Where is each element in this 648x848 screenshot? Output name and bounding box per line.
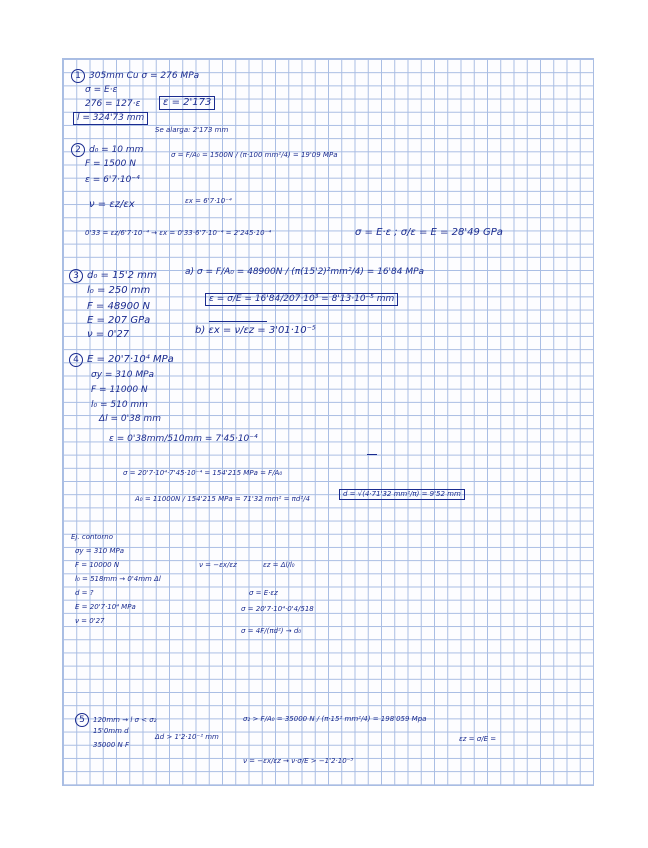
p4-area: A₀ = 11000N / 154'215 MPa = 71'32 mm² = πd²/4 <box>135 495 310 503</box>
p5-line1: 5 120mm → l σ < σ₂ <box>75 713 156 727</box>
p3-part-a: a) σ = F/A₀ = 48900N / (π(15'2)²mm²/4) = 16'84 MPa <box>185 267 425 277</box>
p4-line2: σy = 310 MPa <box>91 370 155 380</box>
ej-line5: E = 20'7·10⁴ MPa <box>75 603 136 611</box>
p3-part-b: b) εx = ν/εz = 3'01·10⁻⁵ <box>195 325 316 336</box>
p5-line2: 15'0mm d <box>93 727 129 735</box>
p2-stress-formula: σ = F/A₀ = 1500N / (π·100 mm²/4) = 19'09 MPa <box>171 151 338 159</box>
p2-line1: 2 d₀ = 10 mm <box>71 143 143 157</box>
p1-line2: σ = E·ε <box>85 85 118 95</box>
ej-ez: εz = Δl/l₀ <box>263 561 295 569</box>
p1-number: 1 <box>71 69 85 83</box>
p2-line3: ε = 6'7·10⁻⁴ <box>85 175 140 185</box>
p5-poisson: ν = −εx/εz → ν·σ/E > −1'2·10⁻³ <box>243 757 354 765</box>
p3-line2: l₀ = 250 mm <box>87 285 151 296</box>
ej-calc2: σ = 20'7·10⁴·0'4/518 <box>241 605 314 613</box>
p3-number: 3 <box>69 269 83 283</box>
p5-line3: 35000 N F <box>93 741 129 749</box>
p3-line3: F = 48900 N <box>87 301 150 312</box>
ej-line4: d = ? <box>75 589 94 597</box>
p1-line1: 1 305mm Cu σ = 276 MPa <box>71 69 199 83</box>
p3-line4: E = 207 GPa <box>87 315 151 326</box>
p2-number: 2 <box>71 143 85 157</box>
p3-strain-box: ε = σ/E = 16'84/207·10³ = 8'13·10⁻⁵ mm <box>205 293 398 306</box>
ej-line1: σy = 310 MPa <box>75 547 125 555</box>
p2-modulus: σ = E·ε ; σ/ε = E = 28'49 GPa <box>355 227 503 238</box>
p4-line1: 4 E = 20'7·10⁴ MPa <box>69 353 174 367</box>
p4-line4: l₀ = 510 mm <box>91 400 148 410</box>
fraction-stroke <box>367 454 377 455</box>
p1-elongation: Se alarga: 2'173 mm <box>155 126 229 134</box>
p4-diameter-box: d = √(4·71'32 mm²/π) = 9'52 mm <box>339 489 465 500</box>
ej-line6: ν = 0'27 <box>75 617 105 625</box>
p5-stress: σ₂ > F/A₀ = 35000 N / (π·15² mm²/4) = 198'059 Mpa <box>243 715 427 723</box>
ej-calc1: σ = E·εz <box>249 589 278 597</box>
p2-ex: εx = 6'7·10⁻⁴ <box>185 197 232 205</box>
p3-line1: 3 d₀ = 15'2 mm <box>69 269 157 283</box>
graph-paper-sheet <box>62 58 594 786</box>
p5-ez: εz = σ/E = <box>459 735 497 743</box>
p2-line2: F = 1500 N <box>85 159 136 169</box>
ej-line2: F = 10000 N <box>75 561 120 569</box>
p5-deltad: Δd > 1'2·10⁻² mm <box>155 733 219 741</box>
ej-calc3: σ = 4F/(πd²) → d₀ <box>241 627 302 635</box>
p4-line5: Δl = 0'38 mm <box>99 414 161 424</box>
p1-line3: 276 = 127·ε <box>85 99 141 109</box>
ej-line3: l₀ = 518mm → 0'4mm Δl <box>75 575 161 583</box>
p1-length-box: l = 324'73 mm <box>73 112 148 125</box>
p4-line3: F = 11000 N <box>91 385 148 395</box>
p4-stress: σ = 20'7·10⁴·7'45·10⁻⁴ = 154'215 MPa = F/A₀ <box>123 469 283 477</box>
p1-strain-box: ε = 2'173 <box>159 96 215 110</box>
p4-strain: ε = 0'38mm/510mm = 7'45·10⁻⁴ <box>109 434 258 444</box>
p3-line5: ν = 0'27 <box>87 329 130 340</box>
p2-calculation: 0'33 = εz/6'7·10⁻⁴ → εx = 0'33·6'7·10⁻⁴ = 2'245·10⁻⁴ <box>85 229 272 237</box>
ej-poisson: ν = −εx/εz <box>199 561 237 569</box>
underline-stroke <box>209 321 267 322</box>
p5-number: 5 <box>75 713 89 727</box>
ej-title: Ej. contorno <box>71 533 114 541</box>
p2-poisson: ν = εz/εx <box>89 199 135 210</box>
p4-number: 4 <box>69 353 83 367</box>
